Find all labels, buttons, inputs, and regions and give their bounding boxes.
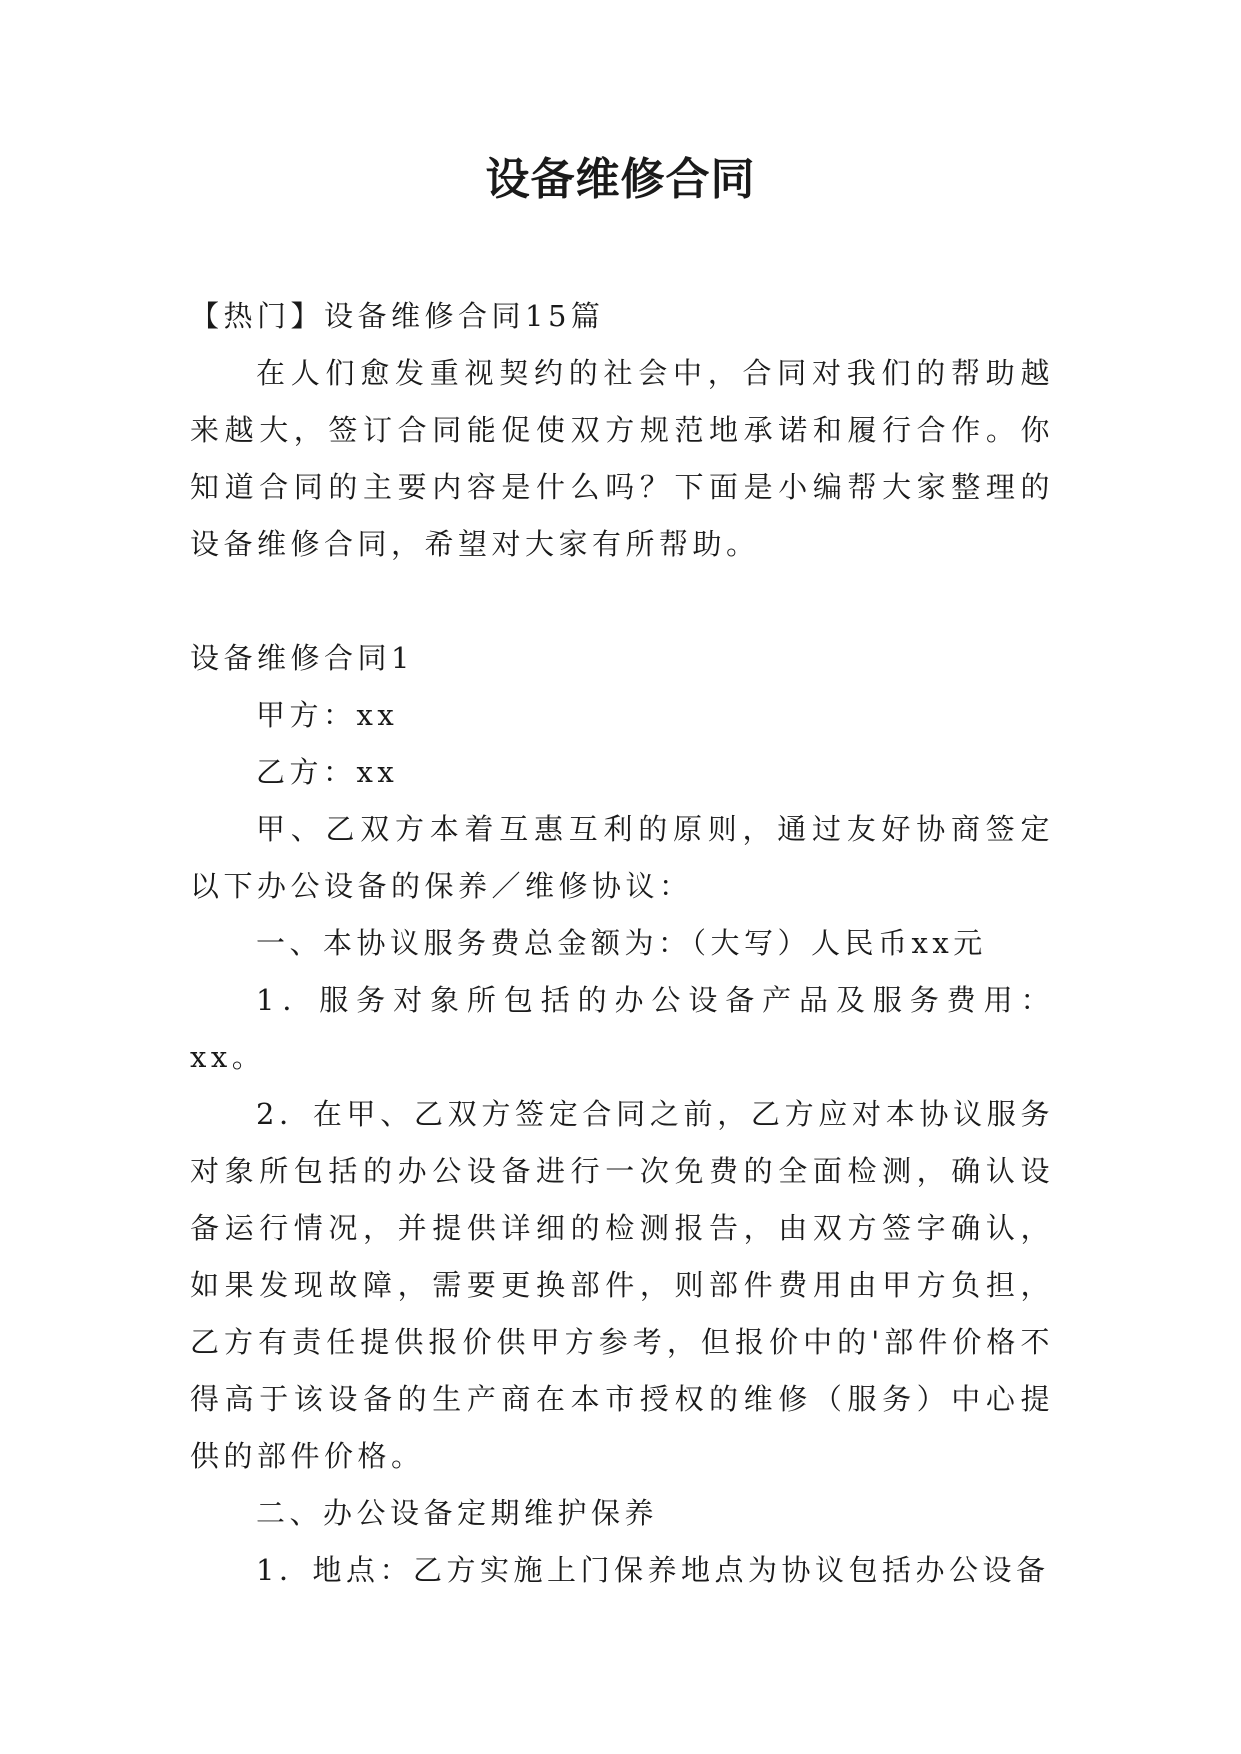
contract-heading: 设备维修合同1 — [190, 641, 414, 675]
intro-paragraph: 在人们愈发重视契约的社会中，合同对我们的帮助越来越大，签订合同能促使双方规范地承诺和履行合作。你知道合同的主要内容是什么吗？下面是小编帮大家整理的设备维修合同，希望对大家有所帮助。 — [190, 356, 1054, 561]
clause-1-item-1: 1．服务对象所包括的办公设备产品及服务费用：xx。 — [190, 983, 1054, 1074]
document-subtitle: 【热门】设备维修合同15篇 — [190, 299, 605, 333]
party-a: 甲方：xx — [256, 698, 399, 732]
clause-1-item-2: 2．在甲、乙双方签定合同之前，乙方应对本协议服务对象所包括的办公设备进行一次免费的全面检测，确认设备运行情况，并提供详细的检测报告，由双方签字确认，如果发现故障，需要更换部件，则部件费用由甲方负担，乙方有责任提供报价供甲方参考，但报价中的'部件价格不得高于该设备的生产商在本市授权的维修（服务）中心提供的部件价格。 — [190, 1097, 1054, 1473]
document-title: 设备维修合同 — [485, 154, 756, 205]
clause-2-item-1: 1．地点：乙方实施上门保养地点为协议包括办公设备 — [256, 1553, 1050, 1587]
document-body — [190, 288, 1054, 1599]
agreement-preamble: 甲、乙双方本着互惠互利的原则，通过友好协商签定以下办公设备的保养／维修协议： — [190, 812, 1054, 903]
clause-1-heading: 一、本协议服务费总金额为：（大写）人民币xx元 — [256, 926, 987, 960]
party-b: 乙方：xx — [256, 755, 399, 789]
clause-2-heading: 二、办公设备定期维护保养 — [256, 1496, 659, 1530]
